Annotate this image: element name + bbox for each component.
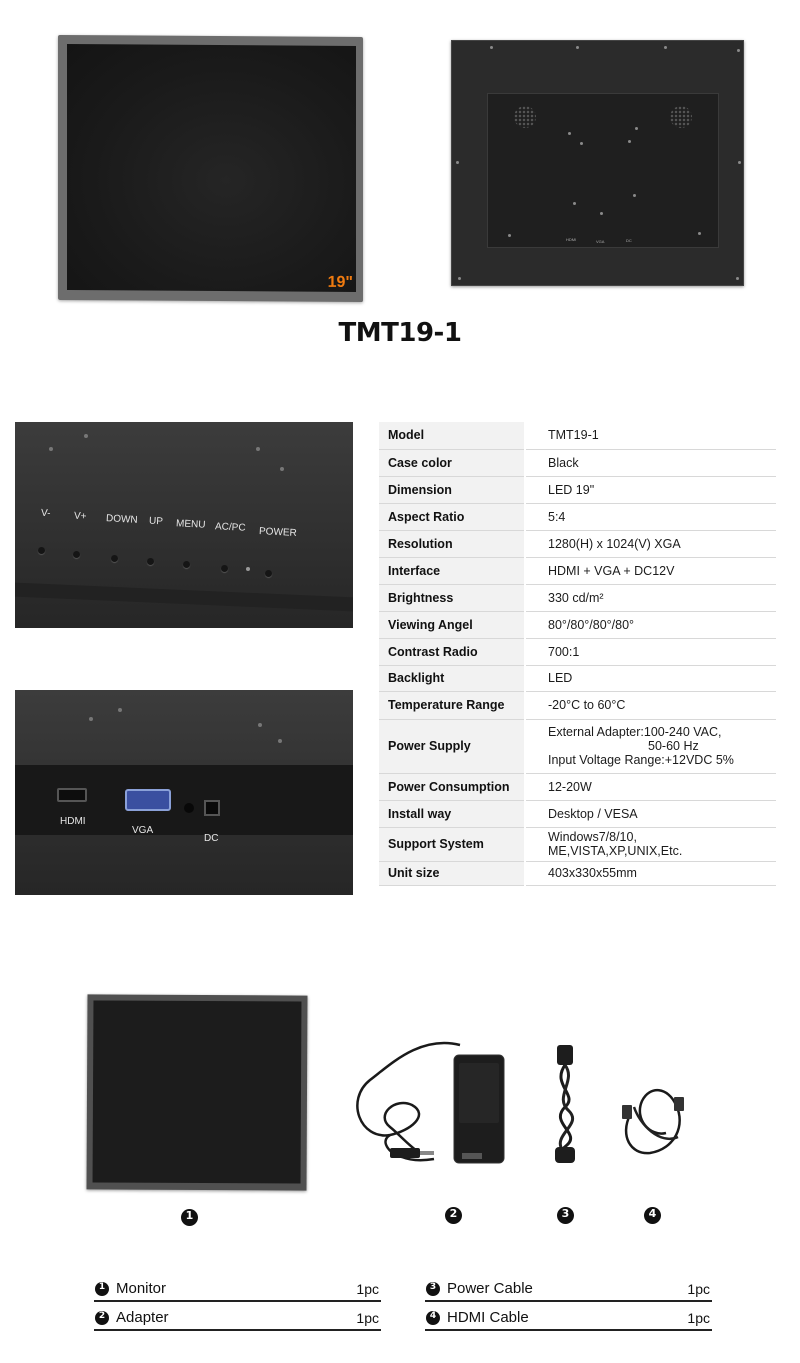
spec-label: Dimension — [379, 476, 525, 503]
item-marker-4: 4 — [644, 1207, 661, 1224]
table-row — [379, 691, 776, 719]
table-row — [379, 449, 776, 476]
item-quantity: 1pc — [687, 1310, 710, 1326]
spec-value: 5:4 — [525, 503, 776, 530]
table-row — [379, 827, 776, 861]
power-cable-image — [543, 1045, 591, 1165]
item-name: Power Cable — [447, 1280, 533, 1297]
item-name: Adapter — [116, 1309, 169, 1326]
speaker-grill — [670, 106, 692, 128]
spec-value-line: External Adapter:100-240 VAC, — [548, 725, 722, 739]
spec-value: 330 cd/m² — [525, 584, 776, 611]
monitor-front-image — [58, 35, 363, 302]
up-button — [147, 558, 154, 565]
table-row — [379, 422, 776, 449]
spec-label: Backlight — [379, 665, 525, 691]
screen-size-badge: 19" — [327, 273, 353, 291]
port-label-vga: VGA — [132, 825, 154, 836]
spec-value: HDMI + VGA + DC12V — [525, 557, 776, 584]
table-row — [379, 557, 776, 584]
button-label-power: POWER — [258, 526, 298, 539]
buttons-closeup-image — [15, 422, 353, 628]
item-marker-1: 1 — [181, 1209, 198, 1226]
item-number-badge: 2 — [95, 1311, 109, 1325]
dc-jack — [184, 803, 194, 813]
spec-value: 700:1 — [525, 638, 776, 665]
item-number-badge: 3 — [426, 1282, 440, 1296]
spec-label: Temperature Range — [379, 691, 525, 719]
table-row — [379, 773, 776, 800]
product-title: TMT19-1 — [338, 318, 462, 348]
dc-port — [204, 800, 220, 816]
package-list-item — [425, 1305, 712, 1331]
package-monitor-image — [86, 994, 307, 1190]
spec-value: 403x330x55mm — [525, 861, 776, 885]
vplus-button — [73, 551, 80, 558]
spec-label: Install way — [379, 800, 525, 827]
package-list-item — [425, 1276, 712, 1302]
acpc-button — [221, 565, 228, 572]
table-row — [379, 861, 776, 885]
spec-value: LED — [525, 665, 776, 691]
button-label-down: DOWN — [105, 513, 138, 526]
spec-value-line: Windows7/8/10, — [548, 830, 637, 844]
spec-value-line: 50-60 Hz — [648, 739, 699, 753]
table-row — [379, 719, 776, 773]
spec-label: Contrast Radio — [379, 638, 525, 665]
spec-value — [525, 719, 776, 773]
table-row — [379, 530, 776, 557]
spec-value-line: Input Voltage Range:+12VDC 5% — [548, 753, 734, 767]
spec-label: Power Supply — [379, 719, 525, 773]
spec-value: 80°/80°/80°/80° — [525, 611, 776, 638]
spec-label: Model — [379, 422, 525, 449]
spec-label: Brightness — [379, 584, 525, 611]
button-label-menu: MENU — [175, 518, 206, 531]
port-label-hdmi: HDMI — [60, 816, 86, 827]
table-row — [379, 584, 776, 611]
spec-value-line: ME,VISTA,XP,UNIX,Etc. — [548, 844, 683, 858]
table-row — [379, 665, 776, 691]
spec-label: Viewing Angel — [379, 611, 525, 638]
vga-port — [125, 789, 171, 811]
monitor-screen — [67, 44, 356, 292]
item-marker-2: 2 — [445, 1207, 462, 1224]
ports-closeup-image — [15, 690, 353, 895]
back-label-vga: VGA — [596, 239, 605, 244]
table-row — [379, 638, 776, 665]
port-label-dc: DC — [204, 833, 219, 844]
item-quantity: 1pc — [687, 1281, 710, 1297]
spec-value — [525, 827, 776, 861]
power-button — [265, 570, 272, 577]
item-number-badge: 1 — [95, 1282, 109, 1296]
button-label-up: UP — [148, 515, 164, 528]
vminus-button — [38, 547, 45, 554]
spec-value: TMT19-1 — [525, 422, 776, 449]
table-row — [379, 611, 776, 638]
back-label-hdmi: HDMI — [566, 237, 577, 242]
spec-label: Aspect Ratio — [379, 503, 525, 530]
back-label-dc: DC — [626, 238, 632, 243]
button-label-acpc: AC/PC — [214, 521, 246, 534]
item-marker-3: 3 — [557, 1207, 574, 1224]
back-panel — [487, 93, 719, 248]
button-label-vminus: V- — [40, 507, 51, 520]
speaker-grill — [514, 106, 536, 128]
package-list-item — [94, 1276, 381, 1302]
spec-label: Power Consumption — [379, 773, 525, 800]
item-quantity: 1pc — [356, 1310, 379, 1326]
spec-label: Case color — [379, 449, 525, 476]
spec-value: Black — [525, 449, 776, 476]
item-name: HDMI Cable — [447, 1309, 529, 1326]
item-name: Monitor — [116, 1280, 167, 1297]
hdmi-port — [57, 788, 87, 802]
menu-button — [183, 561, 190, 568]
spec-value: 12-20W — [525, 773, 776, 800]
spec-value: Desktop / VESA — [525, 800, 776, 827]
hdmi-cable-image — [620, 1075, 690, 1160]
spec-label: Support System — [379, 827, 525, 861]
package-list-item — [94, 1305, 381, 1331]
monitor-back-image — [451, 40, 744, 286]
button-label-vplus: V+ — [73, 510, 87, 523]
spec-label: Resolution — [379, 530, 525, 557]
spec-value: LED 19" — [525, 476, 776, 503]
specifications-table — [379, 422, 776, 886]
spec-label: Interface — [379, 557, 525, 584]
down-button — [111, 555, 118, 562]
spec-value: -20°C to 60°C — [525, 691, 776, 719]
monitor-screen — [93, 1000, 302, 1183]
spec-value: 1280(H) x 1024(V) XGA — [525, 530, 776, 557]
item-number-badge: 4 — [426, 1311, 440, 1325]
table-row — [379, 503, 776, 530]
table-row — [379, 476, 776, 503]
table-row — [379, 800, 776, 827]
spec-label: Unit size — [379, 861, 525, 885]
item-quantity: 1pc — [356, 1281, 379, 1297]
adapter-image — [350, 1035, 510, 1170]
